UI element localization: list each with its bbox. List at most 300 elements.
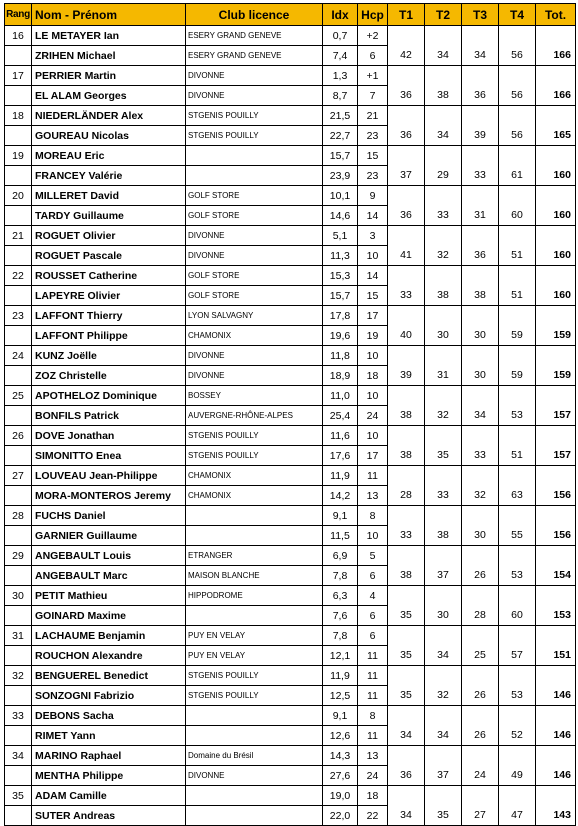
score-total: 154 — [536, 566, 576, 586]
player-name: GOINARD Maxime — [32, 606, 186, 626]
score-t3 — [462, 746, 499, 766]
score-t3 — [462, 306, 499, 326]
player-name: DEBONS Sacha — [32, 706, 186, 726]
player-club: LYON SALVAGNY — [186, 306, 323, 326]
table-row — [5, 246, 576, 266]
player-hcp: 17 — [358, 306, 388, 326]
player-name: ROGUET Pascale — [32, 246, 186, 266]
player-club: DIVONNE — [186, 66, 323, 86]
player-hcp: 13 — [358, 486, 388, 506]
player-name: ANGEBAULT Marc — [32, 566, 186, 586]
player-club: GOLF STORE — [186, 206, 323, 226]
score-t4 — [499, 386, 536, 406]
score-total: 159 — [536, 326, 576, 346]
score-t4: 53 — [499, 686, 536, 706]
player-club — [186, 166, 323, 186]
score-t2: 35 — [425, 446, 462, 466]
score-t1: 35 — [388, 606, 425, 626]
score-total — [536, 786, 576, 806]
player-idx: 11,5 — [323, 526, 358, 546]
score-t2 — [425, 386, 462, 406]
player-idx: 7,6 — [323, 606, 358, 626]
score-t4: 52 — [499, 726, 536, 746]
score-total: 143 — [536, 806, 576, 826]
score-t1: 34 — [388, 806, 425, 826]
player-hcp: 7 — [358, 86, 388, 106]
score-t2: 38 — [425, 526, 462, 546]
rank-cell: 32 — [5, 666, 32, 686]
score-t3 — [462, 666, 499, 686]
player-idx: 22,7 — [323, 126, 358, 146]
player-hcp: 21 — [358, 106, 388, 126]
score-t1: 38 — [388, 446, 425, 466]
score-t4: 53 — [499, 406, 536, 426]
score-t3: 32 — [462, 486, 499, 506]
score-t1 — [388, 746, 425, 766]
player-idx: 5,1 — [323, 226, 358, 246]
player-club: GOLF STORE — [186, 286, 323, 306]
player-hcp: 6 — [358, 626, 388, 646]
player-name: BONFILS Patrick — [32, 406, 186, 426]
score-total: 165 — [536, 126, 576, 146]
table-row — [5, 726, 576, 746]
rank-cell-empty — [5, 246, 32, 266]
player-name: GARNIER Guillaume — [32, 526, 186, 546]
score-total — [536, 426, 576, 446]
score-total — [536, 306, 576, 326]
player-idx: 11,9 — [323, 466, 358, 486]
player-name: EL ALAM Georges — [32, 86, 186, 106]
player-name: GOUREAU Nicolas — [32, 126, 186, 146]
score-t2: 32 — [425, 246, 462, 266]
score-t1: 36 — [388, 766, 425, 786]
score-t4: 47 — [499, 806, 536, 826]
rank-cell: 33 — [5, 706, 32, 726]
player-idx: 22,0 — [323, 806, 358, 826]
player-name: ZRIHEN Michael — [32, 46, 186, 66]
player-club: DIVONNE — [186, 246, 323, 266]
score-t1 — [388, 506, 425, 526]
table-row — [5, 546, 576, 566]
score-t3 — [462, 786, 499, 806]
table-row — [5, 366, 576, 386]
score-t3: 30 — [462, 526, 499, 546]
score-t3 — [462, 26, 499, 46]
rank-cell: 35 — [5, 786, 32, 806]
player-idx: 27,6 — [323, 766, 358, 786]
player-hcp: +1 — [358, 66, 388, 86]
col-header-t4: T4 — [499, 4, 536, 26]
score-t2 — [425, 106, 462, 126]
player-club — [186, 606, 323, 626]
player-idx: 14,6 — [323, 206, 358, 226]
player-hcp: 15 — [358, 286, 388, 306]
table-row — [5, 686, 576, 706]
score-t2 — [425, 546, 462, 566]
player-hcp: 6 — [358, 606, 388, 626]
score-t2: 30 — [425, 606, 462, 626]
score-t4 — [499, 266, 536, 286]
score-t3: 36 — [462, 246, 499, 266]
score-total: 166 — [536, 46, 576, 66]
score-t2 — [425, 226, 462, 246]
score-total — [536, 666, 576, 686]
score-t4 — [499, 66, 536, 86]
table-row — [5, 566, 576, 586]
player-hcp: 18 — [358, 366, 388, 386]
score-t4: 61 — [499, 166, 536, 186]
table-row — [5, 446, 576, 466]
score-t2 — [425, 66, 462, 86]
score-t3 — [462, 66, 499, 86]
score-t2: 38 — [425, 86, 462, 106]
player-idx: 11,9 — [323, 666, 358, 686]
player-hcp: 14 — [358, 206, 388, 226]
rank-cell: 22 — [5, 266, 32, 286]
player-idx: 6,3 — [323, 586, 358, 606]
player-hcp: 13 — [358, 746, 388, 766]
score-t4: 55 — [499, 526, 536, 546]
score-t4 — [499, 346, 536, 366]
table-row — [5, 226, 576, 246]
rank-cell-empty — [5, 166, 32, 186]
player-hcp: 11 — [358, 666, 388, 686]
score-total — [536, 266, 576, 286]
score-t2 — [425, 346, 462, 366]
player-hcp: 10 — [358, 426, 388, 446]
table-row — [5, 466, 576, 486]
score-t3: 38 — [462, 286, 499, 306]
player-idx: 15,7 — [323, 146, 358, 166]
score-t1: 28 — [388, 486, 425, 506]
table-row — [5, 486, 576, 506]
score-total — [536, 746, 576, 766]
player-club: HIPPODROME — [186, 586, 323, 606]
player-club: DIVONNE — [186, 766, 323, 786]
table-row — [5, 406, 576, 426]
score-t4: 60 — [499, 206, 536, 226]
score-t1 — [388, 426, 425, 446]
score-t3 — [462, 266, 499, 286]
player-idx: 12,1 — [323, 646, 358, 666]
score-t4: 57 — [499, 646, 536, 666]
player-hcp: 3 — [358, 226, 388, 246]
player-hcp: 10 — [358, 526, 388, 546]
score-t2 — [425, 706, 462, 726]
score-t4 — [499, 306, 536, 326]
rank-cell: 28 — [5, 506, 32, 526]
player-club: STGENIS POUILLY — [186, 446, 323, 466]
score-t1 — [388, 586, 425, 606]
player-name: SONZOGNI Fabrizio — [32, 686, 186, 706]
score-t2 — [425, 426, 462, 446]
table-row — [5, 646, 576, 666]
score-t1: 41 — [388, 246, 425, 266]
player-name: LACHAUME Benjamin — [32, 626, 186, 646]
score-t4: 60 — [499, 606, 536, 626]
player-idx: 12,5 — [323, 686, 358, 706]
player-club: DIVONNE — [186, 346, 323, 366]
score-total: 146 — [536, 766, 576, 786]
score-total — [536, 66, 576, 86]
score-total: 160 — [536, 206, 576, 226]
score-t3 — [462, 426, 499, 446]
score-t2: 35 — [425, 806, 462, 826]
score-total — [536, 466, 576, 486]
rank-cell: 25 — [5, 386, 32, 406]
rank-cell-empty — [5, 446, 32, 466]
score-t1: 38 — [388, 406, 425, 426]
score-t2: 37 — [425, 566, 462, 586]
score-total: 156 — [536, 486, 576, 506]
player-hcp: 8 — [358, 706, 388, 726]
score-t4 — [499, 706, 536, 726]
player-name: ROGUET Olivier — [32, 226, 186, 246]
table-row — [5, 286, 576, 306]
score-t2 — [425, 746, 462, 766]
player-hcp: 15 — [358, 146, 388, 166]
rank-cell: 27 — [5, 466, 32, 486]
table-row — [5, 186, 576, 206]
player-idx: 12,6 — [323, 726, 358, 746]
player-club: GOLF STORE — [186, 186, 323, 206]
score-t1 — [388, 546, 425, 566]
score-t1 — [388, 66, 425, 86]
score-t1: 36 — [388, 86, 425, 106]
player-idx: 11,0 — [323, 386, 358, 406]
table-row — [5, 206, 576, 226]
score-t3 — [462, 546, 499, 566]
table-row — [5, 706, 576, 726]
rank-cell: 26 — [5, 426, 32, 446]
player-club: CHAMONIX — [186, 466, 323, 486]
score-t4: 56 — [499, 126, 536, 146]
player-club — [186, 146, 323, 166]
player-club: CHAMONIX — [186, 486, 323, 506]
player-club: STGENIS POUILLY — [186, 106, 323, 126]
score-total: 166 — [536, 86, 576, 106]
score-total: 160 — [536, 286, 576, 306]
score-t2: 29 — [425, 166, 462, 186]
score-t1: 37 — [388, 166, 425, 186]
player-club: DIVONNE — [186, 226, 323, 246]
rank-cell: 21 — [5, 226, 32, 246]
player-name: MARINO Raphael — [32, 746, 186, 766]
score-t3: 34 — [462, 406, 499, 426]
player-name: APOTHELOZ Dominique — [32, 386, 186, 406]
player-club: ETRANGER — [186, 546, 323, 566]
player-idx: 19,6 — [323, 326, 358, 346]
player-name: LAFFONT Philippe — [32, 326, 186, 346]
player-hcp: +2 — [358, 26, 388, 46]
score-t3: 33 — [462, 446, 499, 466]
score-t3: 26 — [462, 686, 499, 706]
player-hcp: 24 — [358, 406, 388, 426]
score-total — [536, 506, 576, 526]
player-idx: 10,1 — [323, 186, 358, 206]
table-row — [5, 606, 576, 626]
table-row — [5, 746, 576, 766]
score-total: 146 — [536, 726, 576, 746]
score-total — [536, 586, 576, 606]
score-t4 — [499, 666, 536, 686]
player-club: STGENIS POUILLY — [186, 686, 323, 706]
score-t2 — [425, 266, 462, 286]
player-idx: 0,7 — [323, 26, 358, 46]
score-t1: 39 — [388, 366, 425, 386]
score-t1 — [388, 786, 425, 806]
score-t2: 32 — [425, 686, 462, 706]
rank-cell-empty — [5, 126, 32, 146]
table-row — [5, 146, 576, 166]
player-idx: 6,9 — [323, 546, 358, 566]
player-idx: 15,7 — [323, 286, 358, 306]
rank-cell-empty — [5, 726, 32, 746]
score-t4: 53 — [499, 566, 536, 586]
score-t3: 33 — [462, 166, 499, 186]
player-name: MORA-MONTEROS Jeremy — [32, 486, 186, 506]
col-header-club: Club licence — [186, 4, 323, 26]
score-t2 — [425, 666, 462, 686]
header-row — [5, 4, 576, 26]
player-idx: 11,3 — [323, 246, 358, 266]
score-t2 — [425, 306, 462, 326]
player-hcp: 8 — [358, 506, 388, 526]
score-t2: 38 — [425, 286, 462, 306]
score-t3 — [462, 386, 499, 406]
score-t4 — [499, 426, 536, 446]
score-t2 — [425, 786, 462, 806]
score-t4 — [499, 586, 536, 606]
player-hcp: 6 — [358, 46, 388, 66]
score-t2: 34 — [425, 726, 462, 746]
score-t1: 42 — [388, 46, 425, 66]
score-t4: 49 — [499, 766, 536, 786]
player-hcp: 11 — [358, 686, 388, 706]
player-club: BOSSEY — [186, 386, 323, 406]
score-t2 — [425, 506, 462, 526]
player-idx: 14,3 — [323, 746, 358, 766]
rank-cell-empty — [5, 566, 32, 586]
player-name: FRANCEY Valérie — [32, 166, 186, 186]
player-hcp: 24 — [358, 766, 388, 786]
score-t4: 51 — [499, 446, 536, 466]
col-header-rang: Rang — [5, 4, 32, 26]
player-idx: 15,3 — [323, 266, 358, 286]
score-total: 157 — [536, 446, 576, 466]
player-club — [186, 506, 323, 526]
player-idx: 7,4 — [323, 46, 358, 66]
player-idx: 7,8 — [323, 626, 358, 646]
score-t4 — [499, 226, 536, 246]
table-row — [5, 86, 576, 106]
rank-cell: 30 — [5, 586, 32, 606]
score-t1 — [388, 466, 425, 486]
rank-cell-empty — [5, 686, 32, 706]
player-name: LOUVEAU Jean-Philippe — [32, 466, 186, 486]
score-t1 — [388, 186, 425, 206]
score-t3 — [462, 106, 499, 126]
score-t3: 28 — [462, 606, 499, 626]
score-t3: 26 — [462, 726, 499, 746]
player-hcp: 14 — [358, 266, 388, 286]
score-t1 — [388, 706, 425, 726]
player-club — [186, 706, 323, 726]
player-name: TARDY Guillaume — [32, 206, 186, 226]
score-t3 — [462, 506, 499, 526]
col-header-nom: Nom - Prénom — [32, 4, 186, 26]
score-t3 — [462, 466, 499, 486]
table-row — [5, 266, 576, 286]
score-t1 — [388, 226, 425, 246]
player-club — [186, 786, 323, 806]
score-t1: 36 — [388, 126, 425, 146]
player-club: ESERY GRAND GENEVE — [186, 46, 323, 66]
results-table — [4, 3, 576, 826]
rank-cell: 19 — [5, 146, 32, 166]
player-name: SUTER Andreas — [32, 806, 186, 826]
player-hcp: 23 — [358, 166, 388, 186]
score-t2: 33 — [425, 486, 462, 506]
score-total — [536, 26, 576, 46]
player-club: PUY EN VELAY — [186, 646, 323, 666]
table-row — [5, 506, 576, 526]
player-idx: 8,7 — [323, 86, 358, 106]
table-row — [5, 426, 576, 446]
player-name: MOREAU Eric — [32, 146, 186, 166]
col-header-idx: Idx — [323, 4, 358, 26]
player-club: STGENIS POUILLY — [186, 666, 323, 686]
score-t4 — [499, 546, 536, 566]
player-hcp: 10 — [358, 246, 388, 266]
player-idx: 11,8 — [323, 346, 358, 366]
score-t3: 31 — [462, 206, 499, 226]
player-hcp: 5 — [358, 546, 388, 566]
player-name: ZOZ Christelle — [32, 366, 186, 386]
player-name: BENGUEREL Benedict — [32, 666, 186, 686]
player-idx: 21,5 — [323, 106, 358, 126]
rank-cell: 20 — [5, 186, 32, 206]
score-t4 — [499, 506, 536, 526]
score-t3 — [462, 706, 499, 726]
score-t4: 56 — [499, 86, 536, 106]
rank-cell: 31 — [5, 626, 32, 646]
player-club: STGENIS POUILLY — [186, 126, 323, 146]
player-idx: 18,9 — [323, 366, 358, 386]
player-name: FUCHS Daniel — [32, 506, 186, 526]
score-t1 — [388, 386, 425, 406]
player-idx: 17,6 — [323, 446, 358, 466]
rank-cell-empty — [5, 526, 32, 546]
table-row — [5, 46, 576, 66]
player-club: PUY EN VELAY — [186, 626, 323, 646]
score-t1: 33 — [388, 526, 425, 546]
player-name: SIMONITTO Enea — [32, 446, 186, 466]
player-idx: 9,1 — [323, 706, 358, 726]
score-t3 — [462, 626, 499, 646]
player-name: PETIT Mathieu — [32, 586, 186, 606]
score-total: 159 — [536, 366, 576, 386]
rank-cell-empty — [5, 366, 32, 386]
score-t1 — [388, 26, 425, 46]
player-idx: 9,1 — [323, 506, 358, 526]
table-row — [5, 166, 576, 186]
player-idx: 7,8 — [323, 566, 358, 586]
player-name: PERRIER Martin — [32, 66, 186, 86]
table-row — [5, 666, 576, 686]
score-t3: 26 — [462, 566, 499, 586]
rank-cell: 29 — [5, 546, 32, 566]
